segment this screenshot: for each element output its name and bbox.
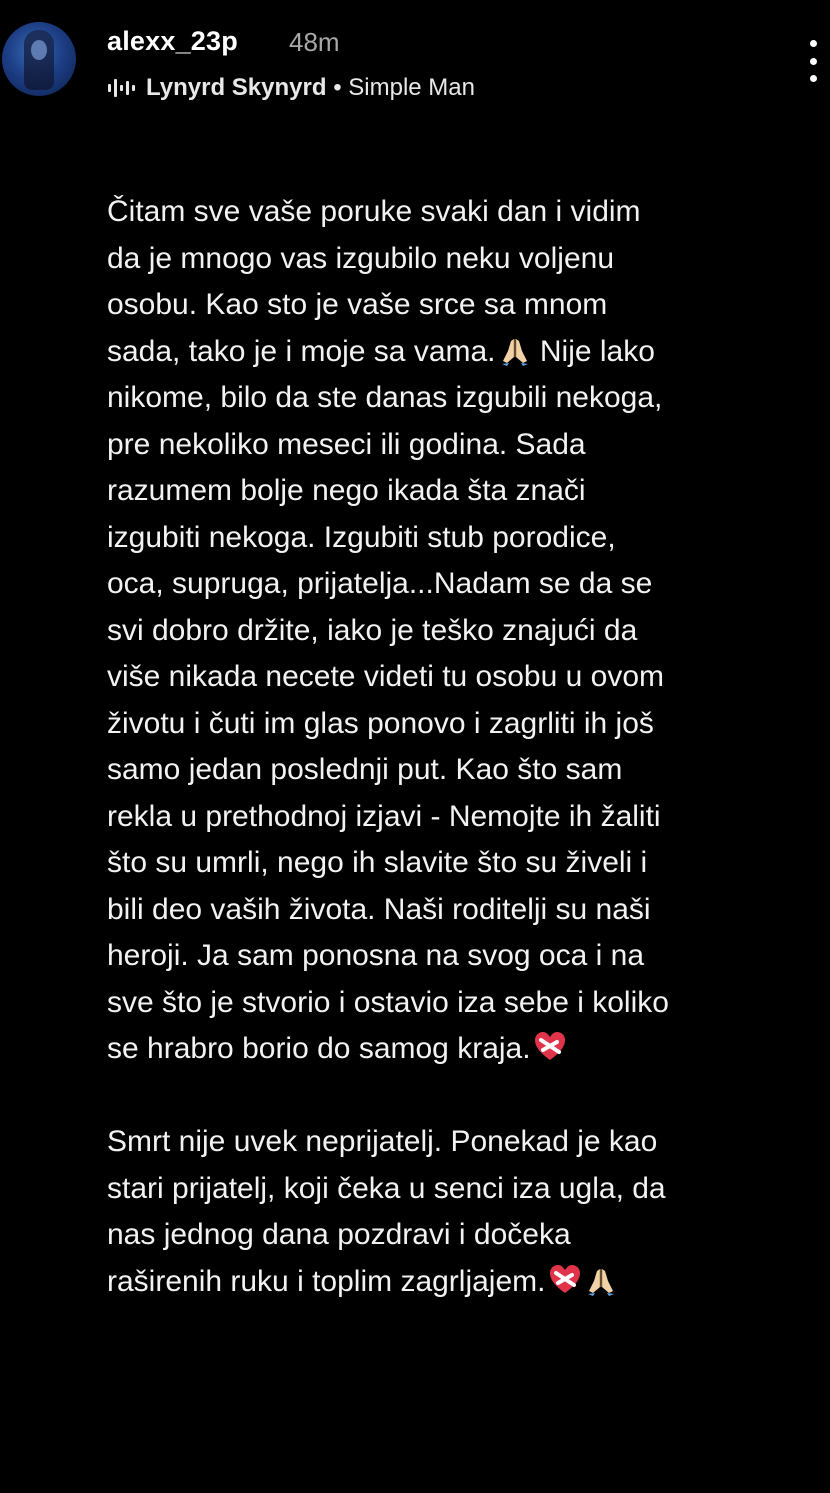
text-line: samo jedan poslednji put. Kao što sam xyxy=(107,753,623,786)
text-line: nas jednog dana pozdravi i dočeka xyxy=(107,1218,571,1251)
folded-hands-emoji xyxy=(498,333,532,367)
more-vertical-icon-dot xyxy=(810,75,817,82)
text-line: životu i čuti im glas ponovo i zagrliti ih još xyxy=(107,706,654,740)
text-line: bili deo vaših života. Naši roditelji su naši xyxy=(107,892,651,926)
more-vertical-icon-dot xyxy=(810,58,817,65)
more-vertical-icon xyxy=(810,40,817,47)
text-line: oca, supruga, prijatelja...Nadam se da se xyxy=(107,567,653,600)
text-line-with-emoji xyxy=(107,1026,807,1073)
text-segment: Nije lako xyxy=(531,334,655,368)
text-line: što su umrli, nego ih slavite što su živeli i xyxy=(107,846,648,879)
text-line: heroji. Ja sam ponosna na svog oca i na xyxy=(107,939,644,972)
text-segment: se hrabro borio do samog kraja. xyxy=(107,1032,531,1065)
text-segment: sada, tako je i moje sa vama. xyxy=(107,334,496,368)
music-attribution[interactable] xyxy=(107,72,475,104)
more-options-button[interactable] xyxy=(798,36,828,86)
mending-heart-emoji xyxy=(533,1030,567,1064)
avatar-face-shape xyxy=(31,40,47,60)
avatar[interactable] xyxy=(2,22,76,96)
text-line: osobu. Kao sto je vaše srce sa mnom xyxy=(107,288,608,321)
music-separator: • xyxy=(333,74,342,101)
music-waveform-icon xyxy=(107,76,137,100)
text-line: pre nekoliko meseci ili godina. Sada xyxy=(107,427,586,461)
paragraph-2 xyxy=(107,1119,807,1305)
folded-hands-emoji xyxy=(584,1263,618,1297)
text-line: rekla u prethodnoj izjavi - Nemojte ih žaliti xyxy=(107,799,661,833)
text-line: razumem bolje nego ikada šta znači xyxy=(107,474,586,507)
music-song: Simple Man xyxy=(348,74,475,101)
text-line: Smrt nije uvek neprijatelj. Ponekad je kao xyxy=(107,1125,658,1158)
paragraph-gap xyxy=(107,1073,807,1120)
story-text-overlay xyxy=(107,189,807,1305)
music-artist: Lynyrd Skynyrd xyxy=(146,74,327,101)
text-line: izgubiti nekoga. Izgubiti stub porodice, xyxy=(107,520,616,554)
avatar-hair-shape xyxy=(24,30,54,90)
text-line-with-emoji xyxy=(107,1259,807,1306)
text-line: nikome, bilo da ste danas izgubili nekoga, xyxy=(107,381,663,414)
story-header xyxy=(0,0,830,120)
text-segment: raširenih ruku i toplim zagrljajem. xyxy=(107,1264,546,1298)
text-line: svi dobro držite, iako je teško znajući da xyxy=(107,613,638,647)
text-line: da je mnogo vas izgubilo neku voljenu xyxy=(107,241,614,275)
text-line: stari prijatelj, koji čeka u senci iza ugla, da xyxy=(107,1171,666,1205)
text-line-with-emoji xyxy=(107,329,807,376)
text-line: Čitam sve vaše poruke svaki dan i vidim xyxy=(107,195,641,228)
username[interactable]: alexx_23p xyxy=(107,26,238,56)
time-ago: 48m xyxy=(289,27,340,57)
paragraph-1 xyxy=(107,189,807,1073)
text-line: više nikada necete videti tu osobu u ovom xyxy=(107,660,665,693)
music-label xyxy=(146,74,475,102)
text-line: sve što je stvorio i ostavio iza sebe i koliko xyxy=(107,985,669,1019)
mending-heart-emoji xyxy=(548,1263,582,1297)
